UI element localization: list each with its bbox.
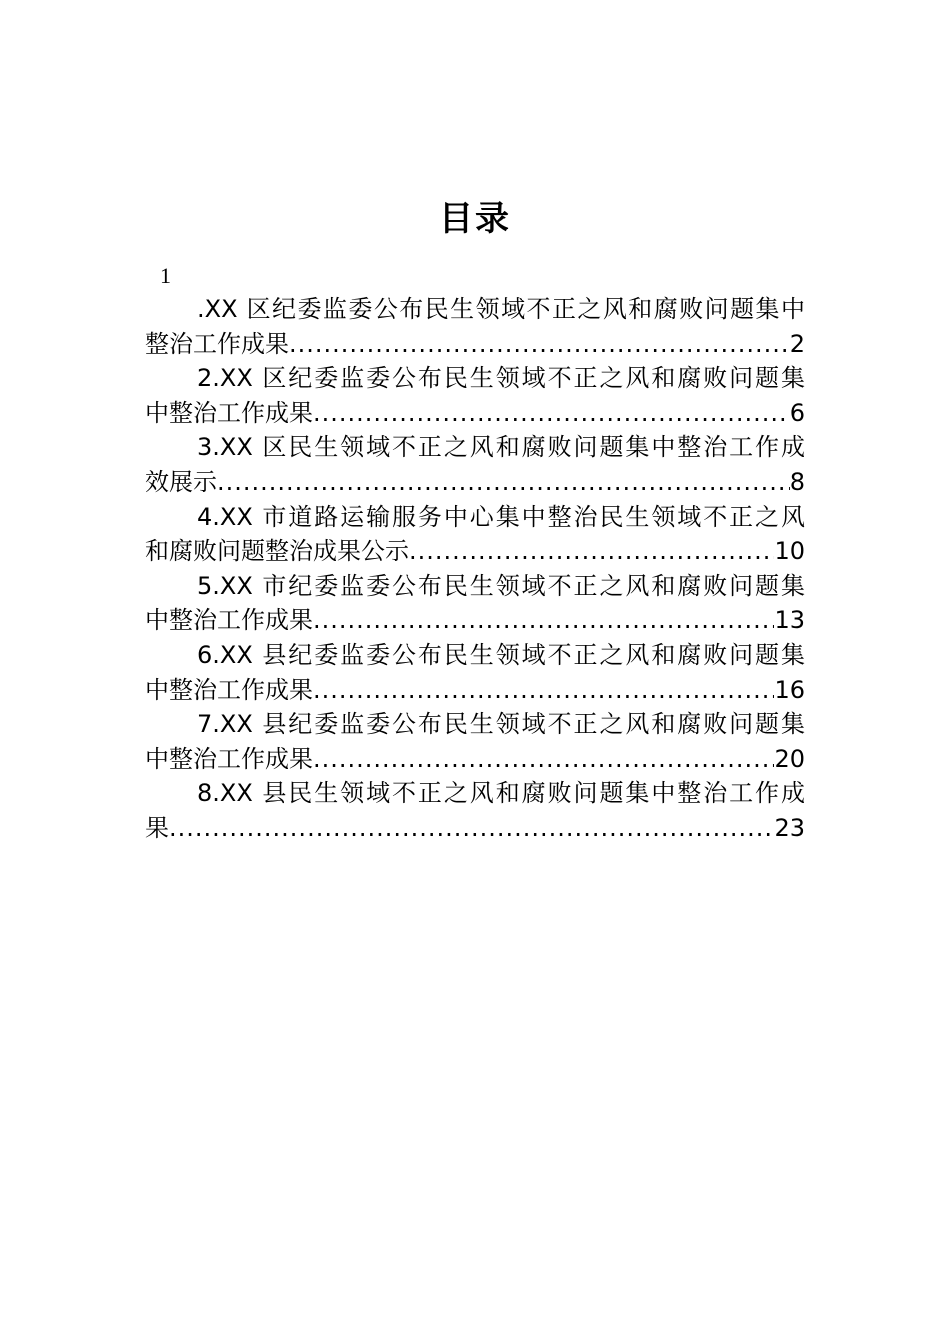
dot-leader xyxy=(313,673,774,708)
dot-leader xyxy=(289,327,790,362)
toc-page-number: 2 xyxy=(789,329,805,358)
dot-leader xyxy=(313,742,774,777)
dot-leader xyxy=(217,465,790,500)
toc-entry-title-continued: 整治工作成果 xyxy=(145,329,289,358)
toc-entry-title-continued: 中整治工作成果 xyxy=(145,398,313,427)
toc-list xyxy=(145,292,805,846)
toc-entry[interactable] xyxy=(145,500,805,569)
toc-entry[interactable] xyxy=(145,569,805,638)
toc-entry-title-continued: 效展示 xyxy=(145,467,217,496)
toc-page-number: 20 xyxy=(774,744,805,773)
toc-entry[interactable] xyxy=(145,707,805,776)
toc-page-number: 16 xyxy=(774,675,805,704)
toc-entry[interactable] xyxy=(145,292,805,361)
toc-entry-title-continued: 中整治工作成果 xyxy=(145,744,313,773)
toc-entry-title: 4.XX 市道路运输服务中心集中整治民生领域不正之风 xyxy=(197,502,805,531)
toc-page-number: 10 xyxy=(774,537,805,566)
toc-page-number: 6 xyxy=(789,398,805,427)
toc-page-number: 23 xyxy=(774,813,805,842)
toc-page-number: 8 xyxy=(789,467,805,496)
toc-entry-title: 6.XX 县纪委监委公布民生领域不正之风和腐败问题集 xyxy=(197,640,805,669)
toc-entry-title-continued: 和腐败问题整治成果公示 xyxy=(145,537,409,566)
dot-leader xyxy=(313,396,790,431)
toc-page-number: 13 xyxy=(774,606,805,635)
toc-title: 目录 xyxy=(439,199,511,239)
toc-entry-title-continued: 中整治工作成果 xyxy=(145,606,313,635)
dot-leader xyxy=(409,534,774,569)
toc-entry-title: 2.XX 区纪委监委公布民生领域不正之风和腐败问题集 xyxy=(197,364,805,393)
toc-entry-title: 3.XX 区民生领域不正之风和腐败问题集中整治工作成 xyxy=(197,433,805,462)
dot-leader xyxy=(169,811,774,846)
toc-entry[interactable] xyxy=(145,361,805,430)
toc-entry-title-continued: 中整治工作成果 xyxy=(145,675,313,704)
toc-entry-title-continued: 果 xyxy=(145,813,169,842)
dot-leader xyxy=(313,603,774,638)
toc-entry[interactable] xyxy=(145,430,805,499)
toc-entry[interactable] xyxy=(145,776,805,845)
toc-entry-title: 8.XX 县民生领域不正之风和腐败问题集中整治工作成 xyxy=(197,779,805,808)
toc-entry[interactable] xyxy=(145,638,805,707)
toc-entry-title: 5.XX 市纪委监委公布民生领域不正之风和腐败问题集 xyxy=(197,571,805,600)
stray-number: 1 xyxy=(160,263,171,288)
toc-entry-title: .XX 区纪委监委公布民生领域不正之风和腐败问题集中 xyxy=(197,295,805,323)
toc-entry-title: 7.XX 县纪委监委公布民生领域不正之风和腐败问题集 xyxy=(197,710,805,739)
